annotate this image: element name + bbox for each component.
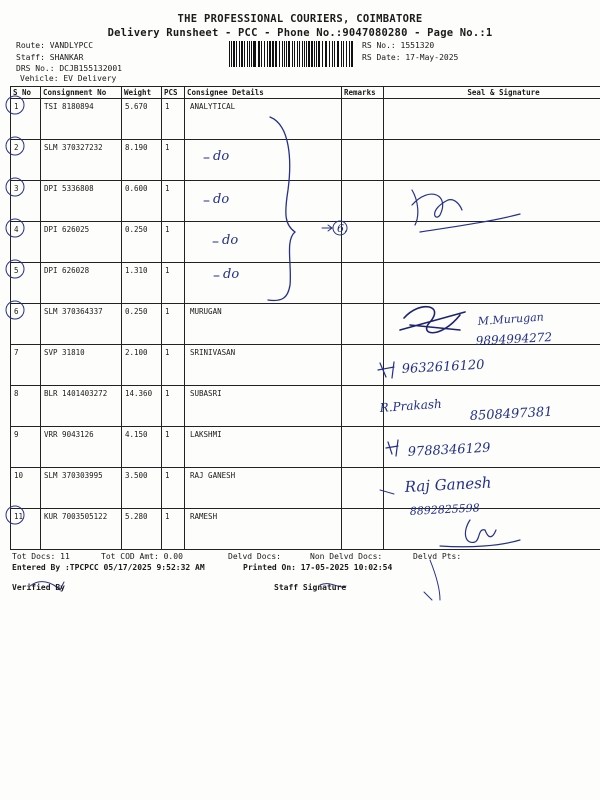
cell-consignee: SUBASRI <box>185 386 342 427</box>
cell-pcs: 1 <box>162 386 185 427</box>
cell-consignment: DPI 626025 <box>41 222 122 263</box>
cell-consignment: BLR 1401403272 <box>41 386 122 427</box>
cell-weight: 0.250 <box>122 222 162 263</box>
entered-by: Entered By :TPCPCC 05/17/2025 9:52:32 AM <box>12 563 205 572</box>
note-handwritten: 9632616120 <box>401 357 485 377</box>
cell-consignment: SLM 370303995 <box>41 468 122 509</box>
delivered-points: Delvd Pts: <box>413 552 462 561</box>
cell-consignee: ANALYTICAL <box>185 99 342 140</box>
ditto-mark: do <box>223 267 240 282</box>
cell-sno: 9 <box>11 427 41 468</box>
cell-pcs: 1 <box>162 181 185 222</box>
cell-consignment: DPI 5336808 <box>41 181 122 222</box>
cell-pcs: 1 <box>162 140 185 181</box>
cell-consignee: SRINIVASAN <box>185 345 342 386</box>
cell-weight: 5.670 <box>122 99 162 140</box>
col-remarks: Remarks <box>342 87 384 99</box>
col-pcs: PCS <box>162 87 185 99</box>
cell-sno: 10 <box>11 468 41 509</box>
cell-weight: 3.500 <box>122 468 162 509</box>
cell-pcs: 1 <box>162 345 185 386</box>
cell-consignment: TSI 8180894 <box>41 99 122 140</box>
bracket-mark <box>268 117 295 300</box>
company-name: THE PROFESSIONAL COURIERS, COIMBATORE <box>177 13 423 25</box>
cell-pcs: 1 <box>162 509 185 550</box>
sno-circle-mark <box>6 137 24 155</box>
cell-pcs: 1 <box>162 304 185 345</box>
vehicle: Vehicle: EV Delivery <box>20 74 117 83</box>
runsheet-title: Delivery Runsheet - PCC - Phone No.:9047080280 - Page No.:1 <box>107 27 493 39</box>
cell-sno: 8 <box>11 386 41 427</box>
sno-circle-mark <box>6 96 24 114</box>
bracket-reference: 6. <box>337 222 348 235</box>
printed-on: Printed On: 17-05-2025 10:02:54 <box>243 563 393 572</box>
signature-mark <box>412 190 520 232</box>
sno-circle-mark <box>6 260 24 278</box>
cell-consignee: MURUGAN <box>185 304 342 345</box>
total-docs: Tot Docs: 11 <box>12 552 70 561</box>
rs-date: RS Date: 17-May-2025 <box>362 53 459 62</box>
ditto-mark: do <box>213 192 230 207</box>
note-handwritten: 9788346129 <box>407 440 491 460</box>
cell-sno: 2 <box>11 140 41 181</box>
sno-circle-mark <box>6 301 24 319</box>
cell-consignment: DPI 626028 <box>41 263 122 304</box>
cell-sno: 7 <box>11 345 41 386</box>
verified-by: Verified By <box>12 583 65 592</box>
cell-sno: 1 <box>11 99 41 140</box>
rs-number: RS No.: 1551320 <box>362 41 435 50</box>
col-signature: Seal & Signature <box>384 87 600 99</box>
sno-circle-mark <box>6 506 24 524</box>
sno-circle-mark <box>6 219 24 237</box>
cell-sno: 3 <box>11 181 41 222</box>
cell-sno: 11 <box>11 509 41 550</box>
cell-consignment: SLM 370364337 <box>41 304 122 345</box>
cell-consignee: LAKSHMI <box>185 427 342 468</box>
drs-number: DRS No.: DCJB155132001 <box>16 64 122 73</box>
cell-weight: 1.310 <box>122 263 162 304</box>
cell-weight: 0.250 <box>122 304 162 345</box>
cell-consignment: SVP 31810 <box>41 345 122 386</box>
consignee-phone-handwritten: 9894994272 <box>475 330 553 348</box>
ditto-mark: do <box>213 149 230 164</box>
consignee-name-handwritten: R.Prakash <box>379 396 443 415</box>
signature-mark <box>424 560 440 600</box>
consignee-phone-handwritten: 8892825598 <box>409 501 481 518</box>
consignee-name-handwritten: M.Murugan <box>477 310 545 328</box>
cell-weight: 0.600 <box>122 181 162 222</box>
cell-pcs: 1 <box>162 468 185 509</box>
total-cod-amount: Tot COD Amt: 0.00 <box>101 552 183 561</box>
signature-mark <box>378 362 394 378</box>
cell-consignee: RAJ GANESH <box>185 468 342 509</box>
signature-mark <box>440 520 520 547</box>
cell-weight: 4.150 <box>122 427 162 468</box>
cell-weight: 8.190 <box>122 140 162 181</box>
cell-consignee: RAMESH <box>185 509 342 550</box>
cell-pcs: 1 <box>162 99 185 140</box>
col-consignment: Consignment No <box>41 87 122 99</box>
signature-mark <box>386 440 398 456</box>
arrow-mark <box>322 225 332 231</box>
cell-consignment: SLM 370327232 <box>41 140 122 181</box>
cell-pcs: 1 <box>162 427 185 468</box>
cell-pcs: 1 <box>162 222 185 263</box>
cell-sno: 6 <box>11 304 41 345</box>
col-weight: Weight <box>122 87 162 99</box>
cell-weight: 5.280 <box>122 509 162 550</box>
consignee-name-handwritten: Raj Ganesh <box>404 473 492 496</box>
cell-sno: 4 <box>11 222 41 263</box>
sno-circle-mark <box>6 178 24 196</box>
cell-pcs: 1 <box>162 263 185 304</box>
cell-weight: 14.360 <box>122 386 162 427</box>
dash-mark <box>380 490 394 494</box>
cell-weight: 2.100 <box>122 345 162 386</box>
col-sno: S No <box>11 87 41 99</box>
ditto-mark: do <box>222 233 239 248</box>
staff: Staff: SHANKAR <box>16 53 84 62</box>
consignee-phone-handwritten: 8508497381 <box>469 404 553 424</box>
staff-signature: Staff Signature <box>274 583 347 592</box>
signature-mark <box>400 307 465 333</box>
delivered-docs: Delvd Docs: <box>228 552 281 561</box>
col-consignee: Consignee Details <box>185 87 342 99</box>
cell-sno: 5 <box>11 263 41 304</box>
cell-consignment: VRR 9043126 <box>41 427 122 468</box>
route: Route: VANDLYPCC <box>16 41 94 50</box>
cell-consignment: KUR 7003505122 <box>41 509 122 550</box>
non-delivered-docs: Non Delvd Docs: <box>310 552 383 561</box>
